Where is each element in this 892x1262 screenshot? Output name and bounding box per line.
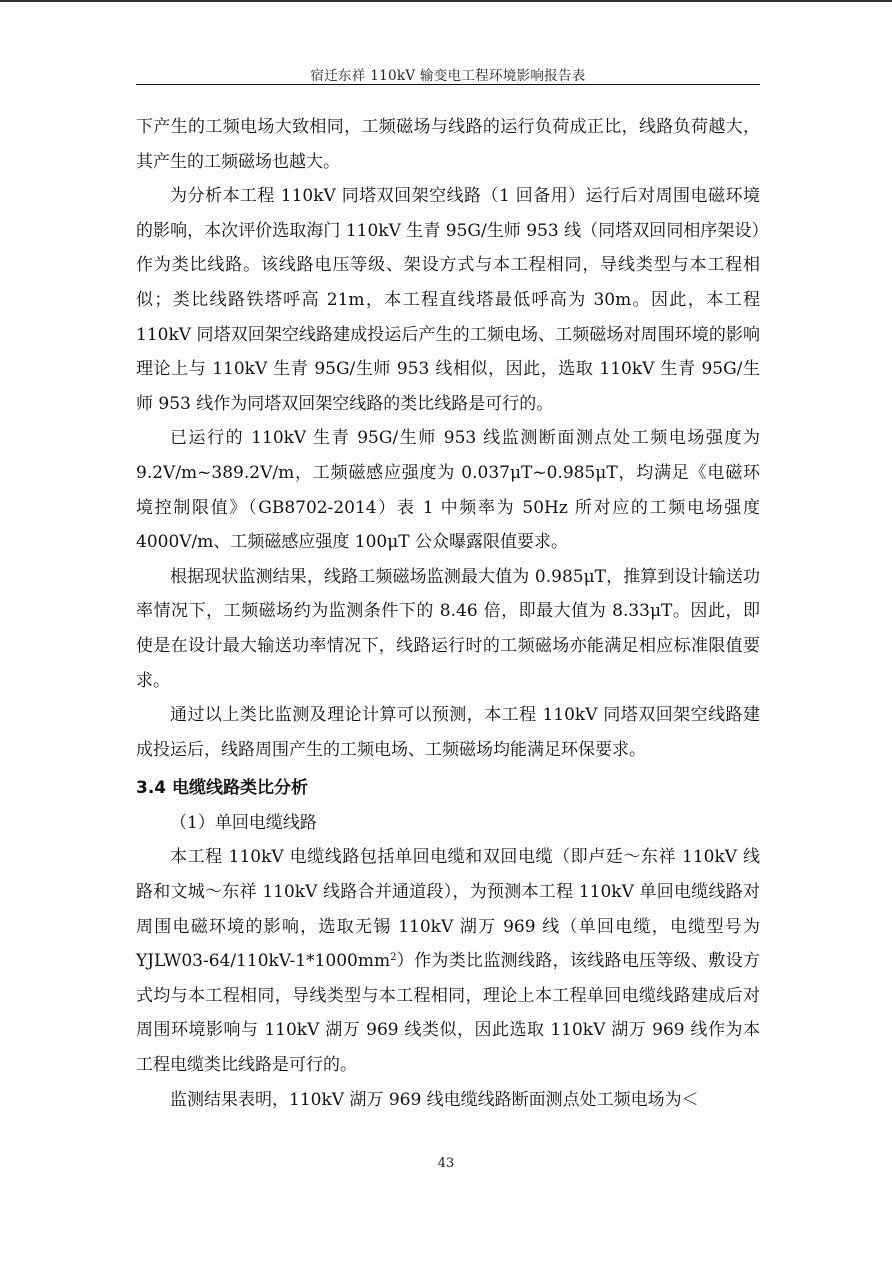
paragraph-continuation: 下产生的工频电场大致相同，工频磁场与线路的运行负荷成正比，线路负荷越大，其产生的工频磁场也越大。 xyxy=(136,117,760,172)
section-heading: 3.4 电缆线路类比分析 xyxy=(136,778,309,799)
cable-text-before: 本工程 110kV 电缆线路包括单回电缆和双回电缆（即卢廷～东祥 110kV 线路和文城～东祥 110kV 线路合并通道段），为预测本工程 110kV 单回电缆线路对周围电磁环境的影响，选取无锡 110kV 湖万 969 线（单回电缆，电缆型号为 YJLW03-64/110kV-1*1000mm xyxy=(136,847,760,972)
page-top-border xyxy=(0,0,892,2)
paragraph-monitoring-results: 已运行的 110kV 生青 95G/生师 953 线监测断面测点处工频电场强度为 9.2V/m~389.2V/m，工频磁感应强度为 0.037μT~0.985μT，均满足《电磁环境控制限值》（GB8702-2014）表 1 中频率为 50Hz 所对应的工频电场强度 4000V/m、工频磁感应强度 100μT 公众曝露限值要求。 xyxy=(136,428,760,553)
document-body xyxy=(136,110,760,1117)
paragraph-cable-monitoring: 监测结果表明，110kV 湖万 969 线电缆线路断面测点处工频电场为＜ xyxy=(170,1089,699,1110)
page-number: 43 xyxy=(437,1156,455,1171)
superscript-two: 2 xyxy=(390,952,397,964)
paragraph-cable-line-analogy xyxy=(136,840,760,1082)
paragraph-conclusion: 通过以上类比监测及理论计算可以预测，本工程 110kV 同塔双回架空线路建成投运后，线路周围产生的工频电场、工频磁场均能满足环保要求。 xyxy=(136,705,760,760)
paragraph-analogy-line-selection: 为分析本工程 110kV 同塔双回架空线路（1 回备用）运行后对周围电磁环境的影响，本次评价选取海门 110kV 生青 95G/生师 953 线（同塔双回同相序架设）作为类比线路。该线路电压等级、架设方式与本工程相同，导线类型与本工程相似；类比线路铁塔呼高 21m，本工程直线塔最低呼高为 30m。因此，本工程 110kV 同塔双回架空线路建成投运后产生的工频电场、工频磁场对周围环境的影响理论上与 110kV 生青 95G/生师 953 线相似，因此，选取 110kV 生青 95G/生师 953 线作为同塔双回架空线路的类比线路是可行的。 xyxy=(136,186,760,414)
running-header: 宿迁东祥 110kV 输变电工程环境影响报告表 xyxy=(310,68,586,84)
cable-text-after: ）作为类比监测线路，该线路电压等级、敷设方式均与本工程相同，导线类型与本工程相同，理论上本工程单回电缆线路建成后对周围环境影响与 110kV 湖万 969 线类似，因此选取 110kV 湖万 969 线作为本工程电缆类比线路是可行的。 xyxy=(136,951,760,1076)
paragraph-design-power-estimate: 根据现状监测结果，线路工频磁场监测最大值为 0.985μT，推算到设计输送功率情况下，工频磁场约为监测条件下的 8.46 倍，即最大值为 8.33μT。因此，即使是在设计最大输送功率情况下，线路运行时的工频磁场亦能满足相应标准限值要求。 xyxy=(136,566,760,691)
section-subheading: （1）单回电缆线路 xyxy=(170,812,317,833)
header-rule xyxy=(136,84,760,85)
